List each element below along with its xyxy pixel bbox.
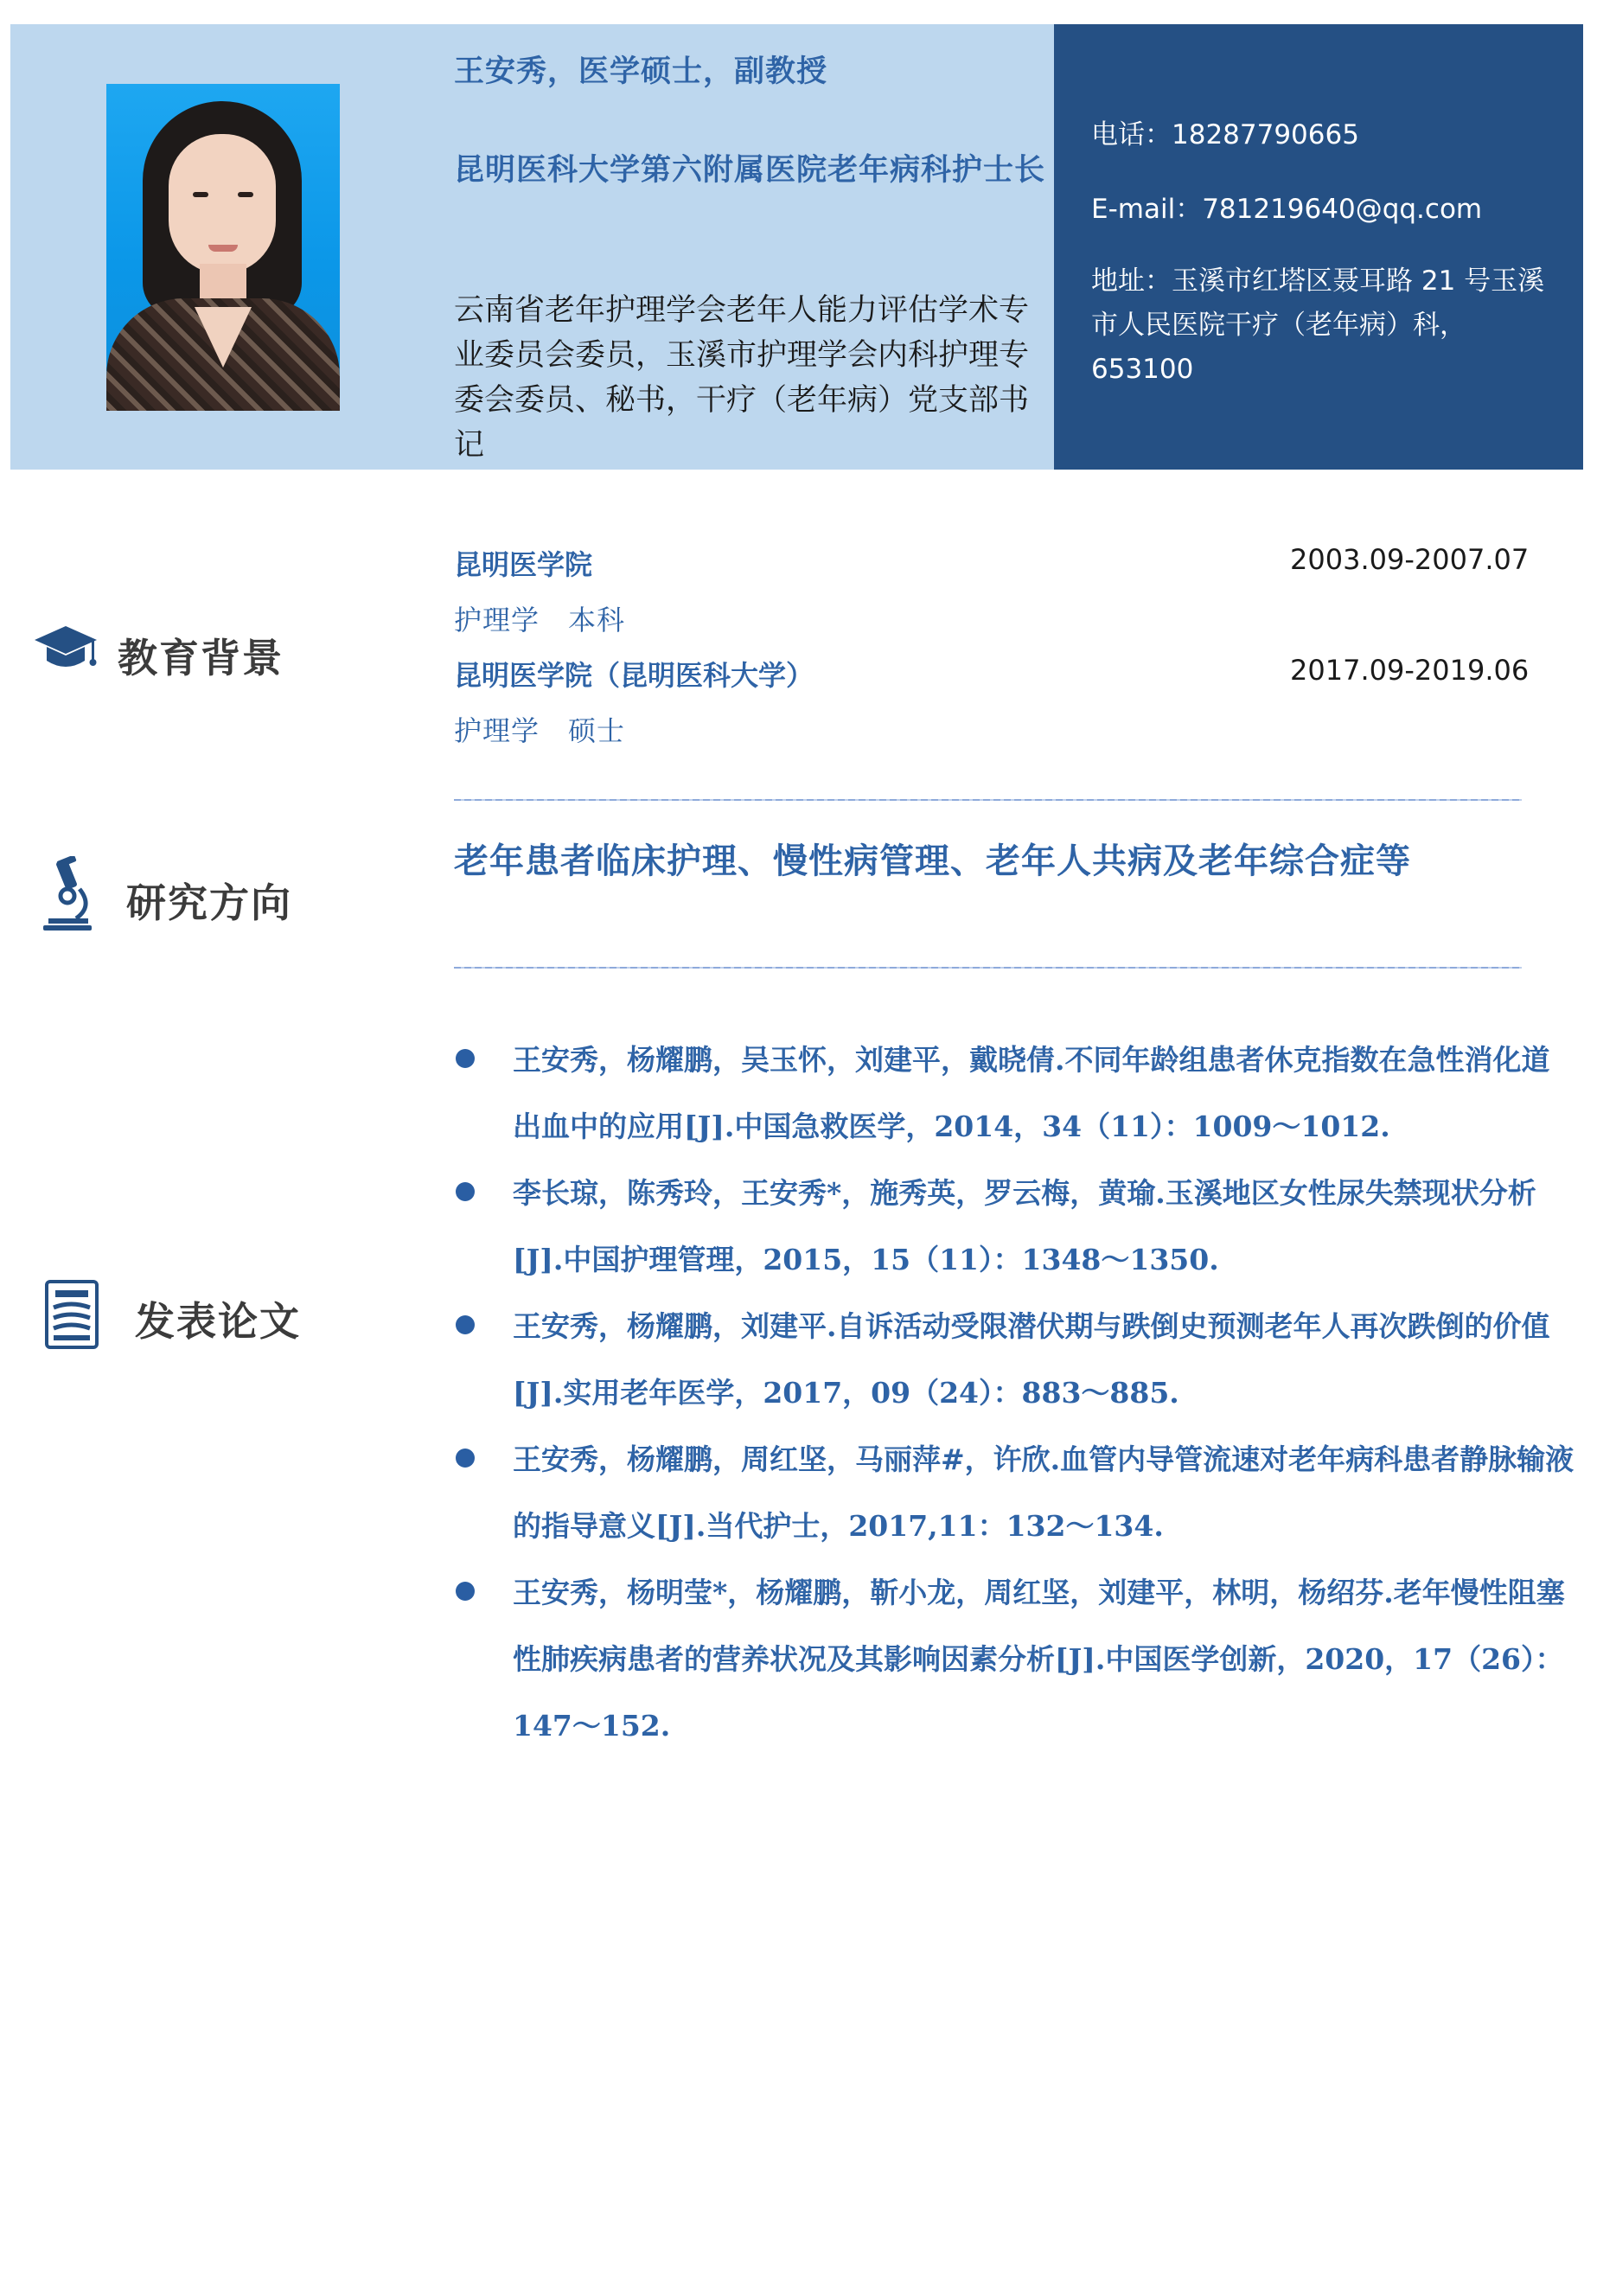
bullet-icon bbox=[456, 1049, 475, 1068]
address-text: 地址：玉溪市红塔区聂耳路 21 号玉溪市人民医院干疗（老年病）科，653100 bbox=[1091, 265, 1545, 385]
graduation-cap-icon bbox=[33, 624, 99, 673]
bullet-icon bbox=[456, 1582, 475, 1601]
bullet-icon bbox=[456, 1449, 475, 1468]
profile-photo bbox=[106, 84, 340, 411]
publication-item bbox=[454, 1293, 1578, 1426]
edu-school-1: 昆明医学院 bbox=[454, 548, 593, 581]
section-divider-1 bbox=[454, 799, 1522, 801]
publication-item bbox=[454, 1160, 1578, 1293]
research-title: 研究方向 bbox=[126, 879, 292, 926]
document-icon bbox=[45, 1280, 99, 1349]
publications-title: 发表论文 bbox=[135, 1298, 301, 1345]
publication-text: 李长琼，陈秀玲，王安秀*，施秀英，罗云梅，黄瑜.玉溪地区女性尿失禁现状分析[J].中国护理管理，2015，15（11）：1348～1350. bbox=[513, 1176, 1536, 1276]
header-right-panel bbox=[1054, 24, 1583, 470]
publication-list bbox=[454, 1026, 1578, 1759]
name-title: 王安秀，医学硕士，副教授 bbox=[454, 54, 828, 89]
publication-item bbox=[454, 1426, 1578, 1559]
edu-date-1: 2003.09-2007.07 bbox=[1290, 543, 1530, 576]
publication-text: 王安秀，杨耀鹏，刘建平.自诉活动受限潜伏期与跌倒史预测老年人再次跌倒的价值[J].实用老年医学，2017，09（24）：883～885. bbox=[513, 1309, 1550, 1410]
microscope-icon bbox=[42, 856, 93, 931]
publication-item bbox=[454, 1559, 1578, 1759]
education-title: 教育背景 bbox=[118, 635, 284, 681]
edu-major-1: 护理学 本科 bbox=[454, 604, 626, 636]
publication-text: 王安秀，杨耀鹏，吴玉怀，刘建平，戴晓倩.不同年龄组患者休克指数在急性消化道出血中的应用[J].中国急救医学，2014，34（11）：1009～1012. bbox=[513, 1043, 1550, 1143]
email-text[interactable]: E-mail：781219640@qq.com bbox=[1091, 194, 1483, 225]
bullet-icon bbox=[456, 1315, 475, 1334]
publication-text: 王安秀，杨耀鹏，周红坚，马丽萍#，许欣.血管内导管流速对老年病科患者静脉输液的指导意义[J].当代护士，2017,11：132～134. bbox=[513, 1442, 1574, 1543]
edu-major-2: 护理学 硕士 bbox=[454, 714, 626, 747]
bullet-icon bbox=[456, 1182, 475, 1201]
hospital-title: 昆明医科大学第六附属医院老年病科护士长 bbox=[454, 153, 1046, 188]
edu-date-2: 2017.09-2019.06 bbox=[1290, 654, 1530, 687]
edu-school-2: 昆明医学院（昆明医科大学） bbox=[454, 659, 814, 692]
publication-text: 王安秀，杨明莹*，杨耀鹏，靳小龙，周红坚，刘建平，林明，杨绍芬.老年慢性阻塞性肺疾病患者的营养状况及其影响因素分析[J].中国医学创新，2020，17（26）：147～152. bbox=[513, 1576, 1565, 1743]
section-divider-2 bbox=[454, 967, 1522, 969]
research-text: 老年患者临床护理、慢性病管理、老年人共病及老年综合症等 bbox=[454, 841, 1411, 881]
roles-text: 云南省老年护理学会老年人能力评估学术专业委员会委员，玉溪市护理学会内科护理专委会委员、秘书，干疗（老年病）党支部书记 bbox=[454, 293, 1030, 463]
phone-text: 电话：18287790665 bbox=[1091, 119, 1359, 150]
publication-item bbox=[454, 1026, 1578, 1160]
